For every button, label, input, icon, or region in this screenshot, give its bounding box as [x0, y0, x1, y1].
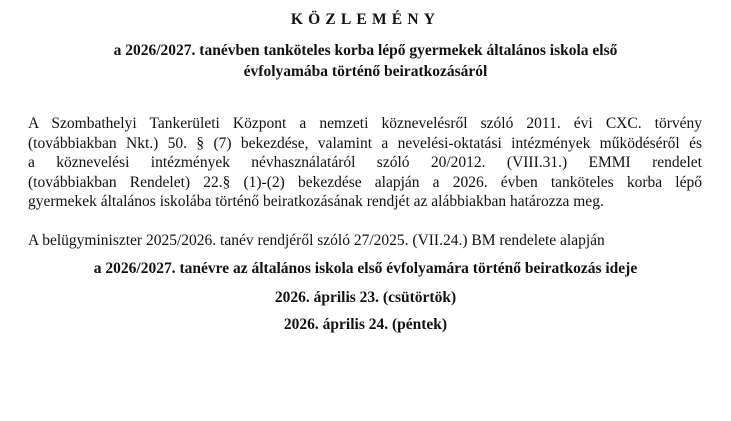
- paragraph-line-1: A Szombathelyi Tankerületi Központ a nemzeti köznevelésről szóló 2011. évi CXC. törvény: [28, 115, 702, 132]
- paragraph-line-4: (továbbiakban Rendelet) 22.§ (1)-(2) bekezdése alapján a 2026. évben tanköteles korba lépő: [28, 173, 702, 191]
- enrollment-date-1: 2026. április 23. (csütörtök): [274, 289, 457, 306]
- regulation-line: A belügyminiszter 2025/2026. tanév rendjéről szóló 27/2025. (VII.24.) BM rendelete alapján: [28, 232, 605, 249]
- intro-paragraph: [28, 114, 702, 212]
- paragraph-line-2: (továbbiakban Nkt.) 50. § (7) bekezdése, valamint a nevelési-oktatási intézmények működéséről és: [28, 134, 702, 152]
- document-title: KÖZLEMÉNY: [290, 11, 441, 28]
- subtitle-line-1: a 2026/2027. tanévben tanköteles korba lépő gyermekek általános iskola első: [113, 42, 618, 59]
- paragraph-line-5: gyermekek általános iskolába történő beiratkozásának rendjét az alábbiakban határozza meg.: [28, 193, 604, 211]
- enrollment-date-2: 2026. április 24. (péntek): [283, 316, 448, 333]
- document-subtitle: [0, 40, 731, 82]
- subtitle-line-2: évfolyamába történő beiratkozásáról: [243, 63, 488, 80]
- paragraph-line-3: a köznevelési intézmények névhasználatáról szóló 20/2012. (VIII.31.) EMMI rendelet: [28, 154, 702, 172]
- enrollment-heading: a 2026/2027. tanévre az általános iskola első évfolyamára történő beiratkozás ideje: [93, 260, 638, 277]
